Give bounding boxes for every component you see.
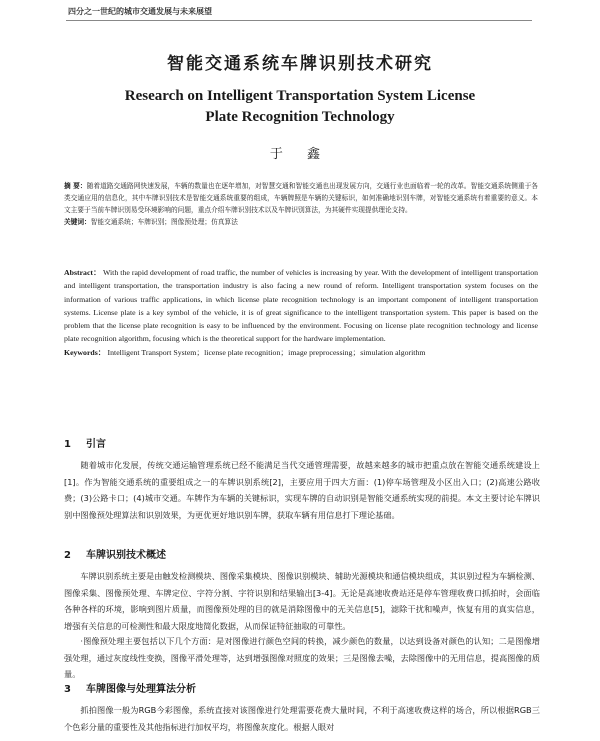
abstract-chinese-block <box>64 180 538 228</box>
keywords-chinese <box>64 216 538 228</box>
title-english-line-2: Plate Recognition Technology <box>205 109 395 125</box>
section-heading-2 <box>64 546 166 561</box>
header-rule <box>66 20 532 21</box>
keywords-english <box>64 346 538 359</box>
section-title: 引言 <box>86 439 106 450</box>
section-heading-3 <box>64 680 196 695</box>
abstract-chinese-text: 随着道路交通路网快速发展，车辆的数量也在逐年增加，对智慧交通和智能交通也出现发展方向，交通行业也面临着一轮的改革。智能交通系统侧重于各类交通应用的信息化，其中车牌识别技术是智能交通系统重要的组成，车辆牌照是车辆的关键标识，如何准确地识别车牌，对智能交通系统有着重要的意义。本文主要于当前车牌识别易受环境影响的问题，重点介绍车牌识别技术以及车牌识别算法，为其硬件实现提供理论支持。 <box>64 182 538 214</box>
paragraph: ·图像预处理主要包括以下几个方面：是对图像进行颜色空间的转换，减少颜色的数量，以达到设备对颜色的认知；二是图像增强处理，通过灰度线性变换，图像平滑处理等，达到增强图像对照度的效果；三是图像去噪，去除图像中的无用信息，提高图像的质量。 <box>64 636 540 679</box>
section-title: 车牌识别技术概述 <box>86 550 166 561</box>
section-title: 车牌图像与处理算法分析 <box>86 684 196 695</box>
paragraph: 随着城市化发展，传统交通运输管理系统已经不能满足当代交通管理需要，故越来越多的城市把重点放在智能交通系统建设上[1]。作为智能交通系统的重要组成之一的车牌识别系统[2]，主要应用于四大方面：(1)停车场管理及小区出入口；(2)高速公路收费；(3)公路卡口；(4)城市交通。车牌作为车辆的关键标识，实现车牌的自动识别是智能交通系统实现的前提。本文主要讨论车牌识别中图像预处理算法和识别效果，为更优更好地识别车牌，获取车辆有用信息打下理论基础。 <box>64 460 540 520</box>
abstract-english-label: Abstract： <box>64 268 102 277</box>
title-english <box>0 86 600 128</box>
abstract-chinese <box>64 180 538 216</box>
running-header: 四分之一世纪的城市交通发展与未来展望 <box>68 7 212 16</box>
title-english-line-1: Research on Intelligent Transportation System License <box>124 88 476 104</box>
author: 于 鑫 <box>269 147 331 162</box>
section-number: 2 <box>64 550 71 561</box>
keywords-english-text: Intelligent Transport System；license plate recognition；image preprocessing；simulation algorithm <box>107 347 426 357</box>
abstract-english <box>64 266 538 346</box>
keywords-english-label: Keywords： <box>64 347 106 357</box>
paragraph: 车牌识别系统主要是由触发检测模块、图像采集模块、图像识别模块、辅助光源模块和通信模块组成，其识别过程为车辆检测、图像采集、图像预处理、车牌定位、字符分割、字符识别和结果输出[3-4]。无论是高速收费站还是停车管理收费口抓拍时，会面临各种各样的环境，影响到图片质量，而图像预处理的目的就是消除图像中的无关信息[5]，滤除干扰和噪声，恢复有用的真实信息，增强有关信息的可检测性和最大限度地简化数据，从而保证特征抽取的可靠性。 <box>64 571 540 631</box>
section-number: 3 <box>64 684 71 695</box>
title-chinese: 智能交通系统车牌识别技术研究 <box>167 54 433 74</box>
section-heading-1 <box>64 435 106 450</box>
paragraph: 抓拍图像一般为RGB今彩图像，系统直接对该图像进行处理需要花费大量时间，不利于高速收费这样的场合，所以根据RGB三个色彩分量的重要性及其他指标进行加权平均，将图像灰度化。根据人眼对 <box>64 705 540 732</box>
keywords-chinese-label: 关键词： <box>64 218 91 226</box>
section-number: 1 <box>64 439 71 450</box>
abstract-english-text: With the rapid development of road traffic, the number of vehicles is increasing by year. With the development of intelligent transportation and intelligent transportation, the transportation industry is also facing a new round of reform. Intelligent transportation system focuses on the information of various traffic applications, in which license plate recognition technology is an important component of intelligent transportation systems. License plate is a key symbol of the vehicle, it is of great significance to the intelligent transportation system. This paper is based on the problem that the license plate recognition is easy to be influenced by the environment. Focusing on license plate recognition technology and license plate recognition algorithm, focusing which is the theoretical support for the hardware implementation. <box>64 268 539 344</box>
keywords-chinese-text: 智能交通系统；车牌识别；图像预处理；仿真算法 <box>90 218 238 226</box>
abstract-english-block <box>64 266 538 359</box>
abstract-chinese-label: 摘 要： <box>64 182 87 190</box>
